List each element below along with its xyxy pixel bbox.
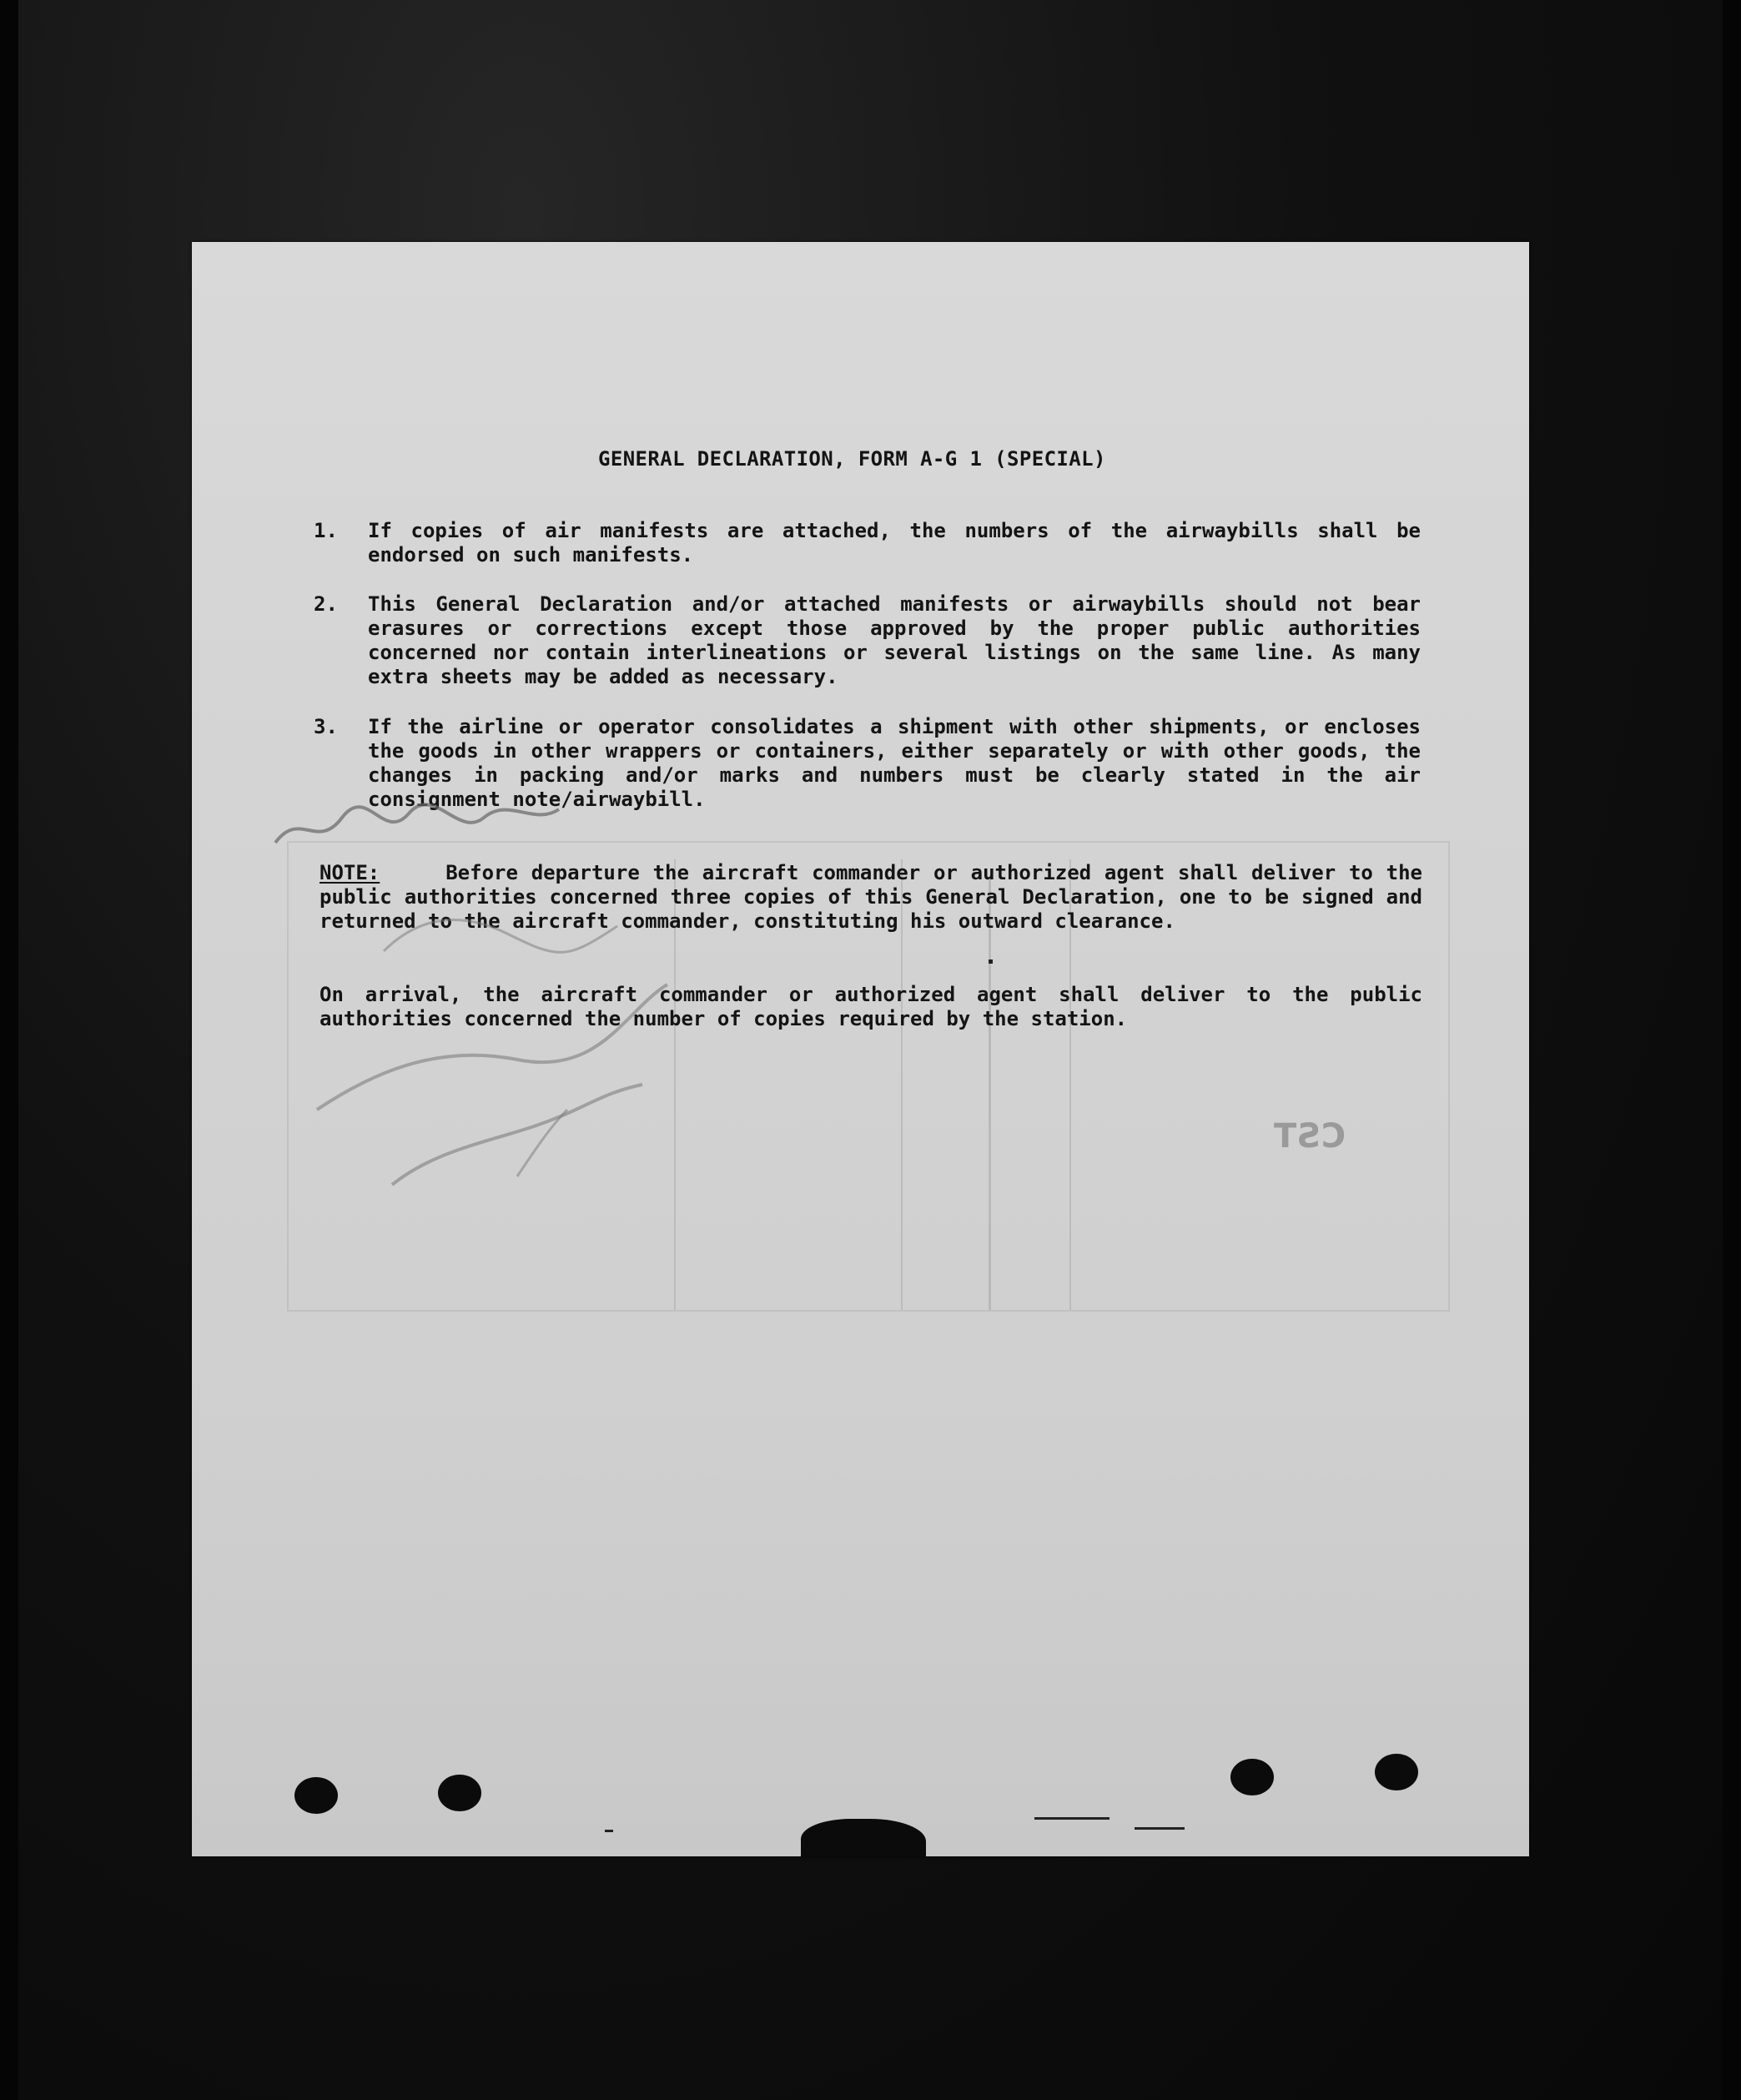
punch-hole [294, 1777, 338, 1814]
punch-hole [438, 1775, 481, 1811]
speck [989, 959, 993, 964]
torn-edge [801, 1819, 926, 1856]
punch-hole [1230, 1759, 1274, 1795]
punch-hole [1375, 1754, 1418, 1790]
speck [1135, 1827, 1185, 1830]
speck [605, 1830, 613, 1832]
item-number: 2. [314, 592, 338, 616]
document-page [192, 242, 1529, 1856]
item-number: 3. [314, 715, 338, 738]
note-text: Before departure the aircraft commander or authorized agent shall deliver to the public authorities concerned three copies of this General Declaration, one to be signed and returned to the aircraft commander, constituting his outward clearance. [320, 861, 1422, 933]
item-text: If the airline or operator consolidates a shipment with other shipments, or encloses the goods in other wrappers or containers, either separately or with other goods, the changes in packing and/or marks and numbers must be clearly stated in the air consignment note/airwaybill. [368, 715, 1421, 811]
handwritten-marks [267, 793, 851, 1460]
item-text: This General Declaration and/or attached manifests or airwaybills should not bear erasures or corrections except those approved by the proper public authorities concerned nor contain interlineations or several listings on the same line. As many extra sheets may be added as necessary. [368, 592, 1421, 688]
film-edge-right [1723, 0, 1741, 2100]
show-through-stamp [1251, 1110, 1368, 1160]
film-edge-left [0, 0, 18, 2100]
arrival-paragraph: On arrival, the aircraft commander or authorized agent shall deliver to the public authorities concerned the number of copies required by the station. [320, 983, 1422, 1030]
page-title: GENERAL DECLARATION, FORM A-G 1 (SPECIAL) [598, 447, 1106, 471]
show-through-rule [989, 876, 991, 1310]
item-number: 1. [314, 519, 338, 542]
speck [1034, 1817, 1110, 1820]
item-text: If copies of air manifests are attached, the numbers of the airwaybills shall be endorsed on such manifests. [368, 519, 1421, 567]
show-through-stamp-text: CST [1273, 1117, 1346, 1156]
note-label: NOTE: [320, 861, 380, 884]
